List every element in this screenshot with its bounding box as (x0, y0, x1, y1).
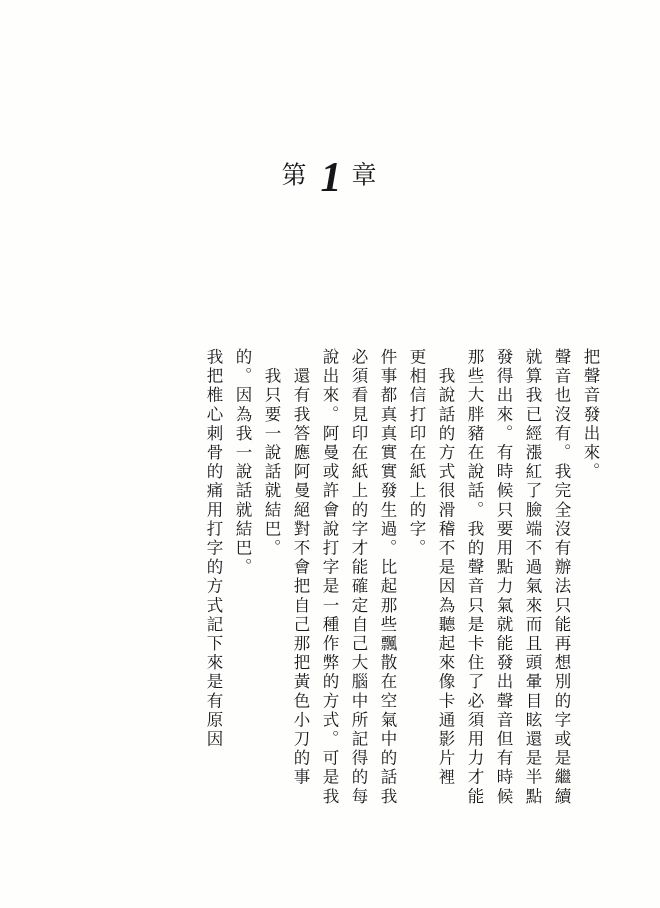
text-column: 那些大胖豬在說話。我的聲音只是卡住了必須用力才能 (465, 348, 484, 807)
text-column: 我把椎心刺骨的痛用打字的方式記下來是有原因 (204, 348, 223, 750)
text-column: 聲音也沒有。我完全沒有辦法只能再想別的字或是繼續 (552, 348, 571, 807)
text-column: 把聲音發出來。 (581, 348, 600, 482)
chapter-suffix-label: 章 (351, 162, 379, 190)
text-column: 更相信打印在紙上的字。 (407, 348, 426, 559)
chapter-number: 1 (320, 155, 342, 201)
chapter-heading (0, 155, 660, 201)
text-column: 發得出來。有時候只要用點力氣就能發出聲音但有時候 (494, 348, 513, 807)
text-column: 說出來。阿曼或許會說打字是一種作弊的方式。可是我 (320, 348, 339, 807)
text-column: 件事都真真實實發生過。比起那些飄散在空氣中的話我 (378, 348, 397, 807)
chapter-prefix-label: 第 (281, 162, 309, 190)
text-column: 的。因為我一說話就結巴。 (233, 348, 252, 578)
text-column: 就算我已經漲紅了臉端不過氣來而且頭暈目眩還是半點 (523, 348, 542, 807)
text-column: 必須看見印在紙上的字才能確定自己大腦中所記得的每 (349, 348, 368, 807)
text-column: 還有我答應阿曼絕對不會把自己那把黃色小刀的事 (291, 348, 310, 788)
text-column: 我說話的方式很滑稽不是因為聽起來像卡通影片裡 (436, 348, 455, 788)
text-column: 我只要一說話就結巴。 (262, 348, 281, 559)
body-text-block (192, 348, 598, 878)
